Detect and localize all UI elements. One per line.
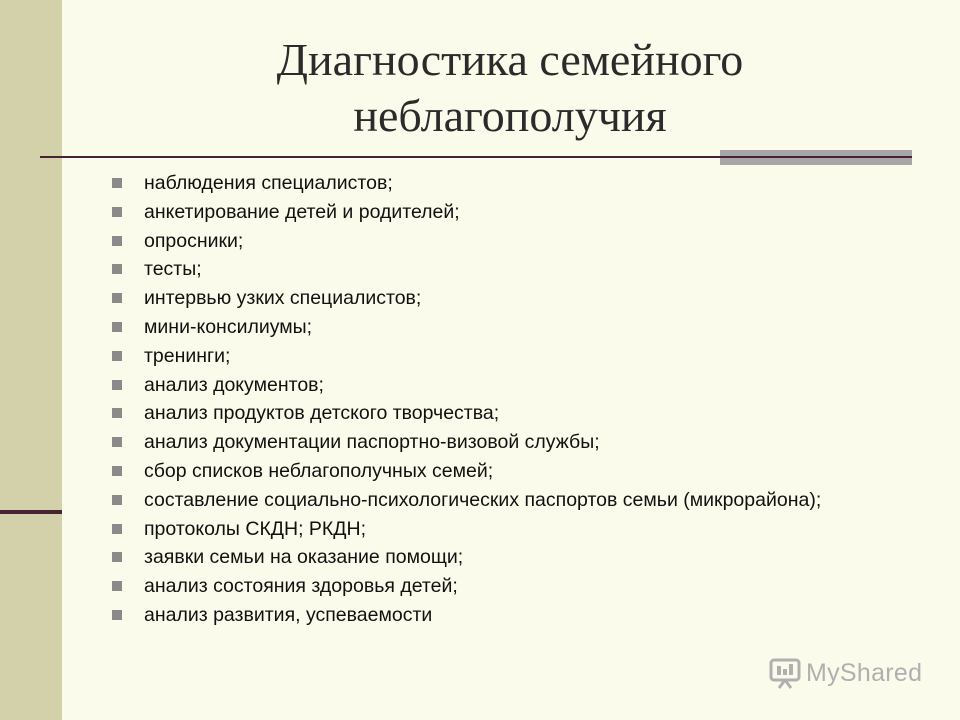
square-bullet-icon [112,380,122,390]
square-bullet-icon [112,207,122,217]
list-item [112,287,872,309]
side-accent-line [0,510,62,514]
square-bullet-icon [112,524,122,534]
list-item-text: заявки семьи на оказание помощи; [144,546,464,569]
list-item-text: анализ развития, успеваемости [144,603,433,626]
list-item [112,575,872,597]
list-item-text: тренинги; [144,344,231,367]
square-bullet-icon [112,552,122,562]
list-item [112,258,872,280]
list-item [112,374,872,396]
list-item-text: анализ продуктов детского творчества; [144,402,500,425]
list-item-text: анкетирование детей и родителей; [144,200,460,223]
square-bullet-icon [112,264,122,274]
presentation-board-icon [768,656,802,690]
square-bullet-icon [112,351,122,361]
list-item-text: наблюдения специалистов; [144,172,393,194]
list-item [112,230,872,252]
watermark [768,656,922,690]
square-bullet-icon [112,610,122,620]
list-item-text: составление социально-психологических паспортов семьи (микрорайона); [144,488,822,511]
list-item [112,172,872,194]
list-item [112,402,872,424]
list-item [112,489,872,511]
list-item [112,460,872,482]
list-item [112,604,872,626]
list-item-text: сбор списков неблагополучных семей; [144,459,494,482]
title-line-2: неблагополучия [353,90,667,141]
square-bullet-icon [112,581,122,591]
list-item-text: интервью узких специалистов; [144,287,422,310]
list-item-text: анализ состояния здоровья детей; [144,575,458,598]
square-bullet-icon [112,322,122,332]
square-bullet-icon [112,293,122,303]
list-item-text: опросники; [144,229,244,252]
list-item-text: анализ документов; [144,373,324,396]
watermark-text: MyShared [806,658,923,687]
list-item-text: мини-консилиумы; [144,315,313,338]
title-divider-accent [720,150,912,165]
list-item [112,316,872,338]
square-bullet-icon [112,408,122,418]
title-line-1: Диагностика семейного [276,34,744,85]
square-bullet-icon [112,236,122,246]
square-bullet-icon [112,495,122,505]
list-item-text: протоколы СКДН; РКДН; [144,517,366,540]
list-item [112,431,872,453]
list-item [112,201,872,223]
list-item [112,546,872,568]
side-band [0,0,62,720]
square-bullet-icon [112,178,122,188]
square-bullet-icon [112,437,122,447]
list-item [112,345,872,367]
list-item-text: анализ документации паспортно-визовой службы; [144,431,600,454]
list-item-text: тесты; [144,258,202,281]
square-bullet-icon [112,466,122,476]
list-item [112,518,872,540]
slide-title [150,32,870,144]
bullet-list [112,172,872,633]
